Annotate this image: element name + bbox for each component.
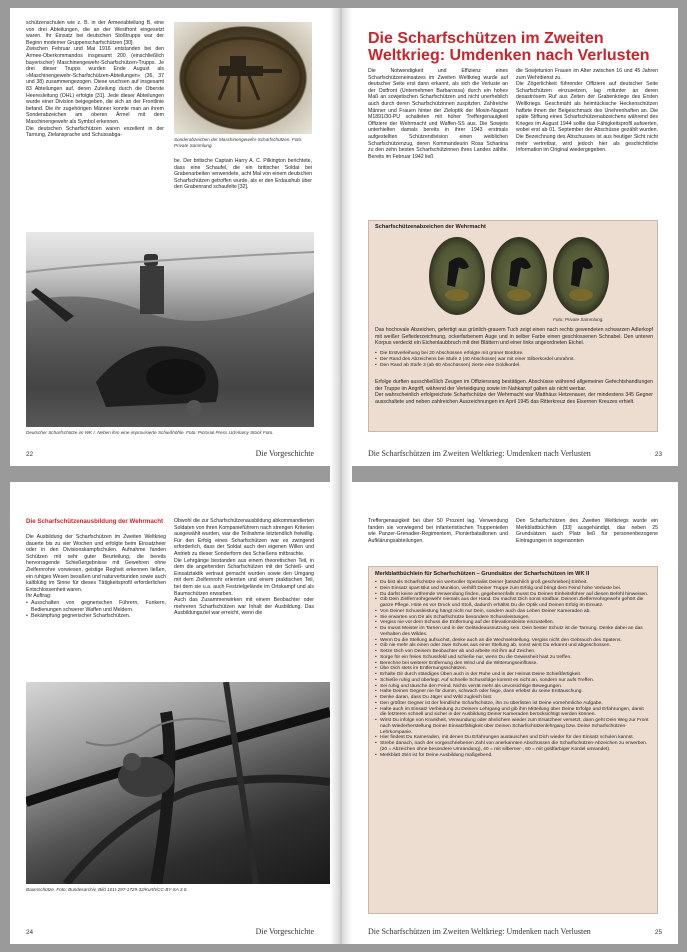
list-item — [26, 600, 166, 613]
page24-text-col1: Die Ausbildung der Scharfschützen im Zweiten Weltkrieg dauerte bis zu vier Wochen und erfolgte beim Einsatzheer oder in den Divisionskampfschulen. Aufnahme fanden Schützen mit sehr guter Beurteilung, die bereits hervorragende Schießergebnisse mit Gewehren ohne Zielfernrohre vorwiesen, geistige Regheit erkennen ließen, ein ruhiges Wesen besaßen und naturverbunden sowie auch kaltblütig im Sinne für dieses Tätigkeitsprofil erforderlichen Entschlossenheit waren. Ihr Auftrag: — [26, 534, 166, 600]
badge-box-outro: Erfolge durften ausschließlich Zeugen im Offiziersrang bestätigen. Abschüsse während allgemeiner Gefechtshandlungen der Truppe im Angriff, während der Verteidigung sowie im Nahkampf galten als nicht werbar. Der wahrscheinlich erfolgreichste Scharfschütze der Wehrmacht war Matthäus Hetzenauer, der mindestens 345 Gegner ausschaltete und neben zahlreichen Auszeichnungen im April 1945 das Ritterkreuz des Eisernen Kreuzes erhielt. — [375, 379, 653, 405]
list-item: • Sie erwarten von Dir als Scharfschütze besondere Schussleistungen. — [375, 615, 651, 621]
page22-text-col1: schützenschulen wie z. B. in der Armeeabteilung B, eine von drei Abteilungen, die an der Westfront eingesetzt waren. Ihr Einsatz bei deutschen Stoßtrupps war der Beginn moderner Gruppenscharfschützen [30]. Zwischen Februar und Mai 1916 entstanden bei den Armee-Oberkommandos insgesamt 200 (einschließlich bayerischer) Maschinengewehr-Scharfschützen-Trupps. Je drei dieser Trupps wurden Ende August als »Maschinengewehr-Scharfschützen-Abteilungen« (36, 37 und 38) zusammengezogen. Diese wuchsen auf insgesamt 83 Abteilungen auf, deren Zuteilung durch die Oberste Heeresleitung (OHL) erfolgte [31]. Jede dieser Abteilungen wurde einer Division beigegeben, die sich an der Frontlinie befand. Die ihr zugehörigen Männer konnte man an ihrem Sonderabzeichen am oberen Ärmel mit dem Maschinengewehr als Symbol erkennen. Die deutschen Scharfschützen waren exzellent in der Tarnung, Zielansprache und Schussabga- — [26, 20, 164, 139]
principles-box-title: Merkblattbüchlein für Scharfschützen – Grundsätze der Scharfschützen im WK II — [375, 571, 590, 577]
list-item: • Berechne bei weiterer Entfernung den Wind und die Witterungseinflüsse. — [375, 661, 651, 667]
page23-folio-number — [655, 451, 662, 458]
list-item-text: Bekämpfung gegnerischer Scharfschützen. — [31, 613, 131, 620]
list-item: • Sorge für ein freies Schussfeld und schieße nur, wenn Du die Gewissheit hast zu treffen. — [375, 655, 651, 661]
ww1-sniper-photo — [26, 232, 314, 427]
page23-headline: Die Scharfschützen im Zweiten Weltkrieg: Umdenken nach Verlusten — [368, 30, 650, 64]
page25-column-1 — [368, 518, 508, 544]
page25-text-col2: Den Scharfschützen des Zweiten Weltkriegs wurde ein Merkblattbüchlein [33] ausgehändigt, das neben 25 Grundsätzen auch Platz ließ für personenbezogene Eintragungen in sogenannten — [516, 518, 658, 544]
page24-text-col2: Obwohl die zur Scharfschützenausbildung abkommandierten Soldaten von ihren Kompanieführern nach strengen Kriterien ausgewählt wurden, war die Teilnahme letztendlich freiwillig. Für den Erfolg eines Scharfschützen war es zwingend erforderlich, dass der Soldat auch den eigenen Willen und Antrieb zu dieser Sonderform des Schießens mitbrachte. Die Lehrgänge bestanden aus einem theoretischen Teil, in dem die angehenden Scharfschützen mit der Schieß- und Einsatztaktik vertraut gemacht wurden sowie den Umgang mit dem Zielfernrohr erlernten und einem praktischen Teil, bei dem sie u.a. auch Festzielgelände im Ortskampf und als Baumschützen erwarben. Auch das Zusammenwirken mit einem Beobachter oder mehreren Scharfschützen war Inhalt der Ausbildung. Das Ausbildungsziel war erreicht, wenn die — [174, 518, 314, 617]
page22-column-1 — [26, 20, 164, 139]
page25-number: 25 — [654, 929, 662, 936]
badge-box-intro: Das hochovale Abzeichen, gefertigt aus grünlich-grauem Tuch zeigt einen nach rechts gewendeten schwarzen Adlerkopf mit weißer Gefiederzeichnung, ockerfarbenem Auge und in selber Farbe einen geschlossenen Schnabel. Den unteren Korpus verdeckt ein Eichenlaubbruch mit drei Blättern und einer links angeordneten Eichel. — [375, 327, 653, 347]
page-23 — [352, 8, 678, 466]
bullet-icon: • — [26, 613, 28, 620]
list-item: • Gib nie mehr als einen oder zwei Schuss aus einer Stellung ab, sonst wirst Du erkannt und abgeschossen. — [375, 643, 651, 649]
page25-running-title — [368, 927, 591, 936]
page25-folio-number — [655, 929, 662, 936]
page24-column-2 — [174, 518, 314, 617]
list-item: • Strebe danach, nach der vorgeschriebenen Zahl von anerkannten Abschüssen die Scharfschützen-Abzeichen zu erwerben. (20 = Abzeichen ohne besondere Umrandung), 40 = mit silberner-, 60 = mit goldfarbiger Kordel umrandet). — [375, 741, 651, 753]
tree-sniper-photo — [26, 682, 330, 884]
list-item: • Wirst Du infolge von Krankheit, Verwundung oder ähnlichem wieder zum Ersatzheer versetzt, dann geht Dein Weg zur Front nach Wiederherstellung Deiner Einsatzfähigkeit über Deinen Scharfschützenlehrgang bzw. Deine Scharfschützen-Lehrkompanie. — [375, 718, 651, 735]
page23-running-title — [368, 449, 591, 458]
sniper-principles-box — [368, 566, 658, 914]
list-item: • Du bist als Scharfschütze ein wertvoller Spezialist Deiner [tatsächlich groß geschrieben] Einheit. — [375, 580, 651, 586]
list-item: • Den Rand ab Stufe 3 (ab 60 Abschüssen) zierte eine Goldkordel. — [375, 363, 653, 369]
badge-box-title: Scharfschützenabzeichen der Wehrmacht — [375, 224, 486, 230]
list-item: • Gib Dein Zielfernrohrgewehr niemals aus der Hand. Du machst Dich sonst strafbar. Deinem Zielfernrohrgewehr gehört die ganze Pflege. Hüte es vor Druck und Stoß, dadurch erhältst Du die Optik und Deinen Erfolg im Einsatz. — [375, 597, 651, 609]
page23-number: 23 — [654, 451, 662, 458]
mg-sniper-patch-photo — [174, 22, 312, 134]
list-item: • Vergiss nie vor dem Schuss die Entfernung auf der Elevationsleiste einzustellen. — [375, 620, 651, 626]
page24-list — [26, 600, 166, 620]
page22-text-col2: be. Der britische Captain Harry A. C. Pilkington berichtete, dass eine Schaufel, die ein britischer Soldat bei Grabenarbeiten verwendete, acht Mal von einem deutschen Scharfschützen getroffen wurde, als er den Erdaushub über den Grabenrand schaufelte [32]. — [174, 158, 312, 191]
list-item: • Denke daran, dass Du Jäger und Wild zugleich bist. — [375, 695, 651, 701]
page24-folio-number — [26, 929, 33, 936]
list-item: • Sei ruhig und täusche den Feind. Nichts verrät mehr als unvorsichtige Bewegungen. — [375, 684, 651, 690]
list-item: • Die Erstverleihung bei 20 Abschüssen erfolgte mit grüner Bordüre. — [375, 351, 653, 357]
page22-number: 22 — [26, 451, 34, 458]
list-item: • Du musst Meister im Tarnen und in der Geländeausnutzung sein. Dein bester Schutz ist die Tarnung. Denke dabei an das Verhalten des Wildes. — [375, 626, 651, 638]
list-item: • Halte auch im Einsatz Verbindung zu Deinem Lehrgang und gib ihm Mitteilung über Deine Erfolge und Erfahrungen, damit die letzteren schnell und sicher in der Ausbildung Deiner Kameraden berücksichtigt werden können. — [375, 707, 651, 719]
page22-folio-number — [26, 451, 33, 458]
page25-running-title-text: Die Scharfschützen im Zweiten Weltkrieg: Umdenken nach Verlusten — [368, 927, 591, 936]
eagle-head-icon — [429, 237, 485, 315]
list-item: • Von Deiner Schussleistung hängt nicht nur Dein, sondern auch das Leben Deiner Kameraden ab. — [375, 609, 651, 615]
badge-green-border-image — [429, 237, 485, 315]
page24-running-title-text: Die Vorgeschichte — [255, 927, 314, 936]
badge-box-list — [375, 351, 653, 368]
page25-column-2 — [516, 518, 658, 544]
list-item: • Der Rand des Abzeichens bei Stufe 2 (40 Abschüsse) war mit einer Silberkordel umrahmt. — [375, 357, 653, 363]
page23-column-1 — [368, 68, 508, 160]
page22-caption-2: Deutscher Scharfschütze im WK I. Neben ihm eine improvisierte Schießhöhle. Foto: Pictorial Press Ltd/Alamy Stock Foto. — [26, 430, 274, 435]
bullet-icon: • — [26, 599, 28, 606]
page23-running-title-text: Die Scharfschützen im Zweiten Weltkrieg: Umdenken nach Verlusten — [368, 449, 591, 458]
page22-running-title — [256, 449, 314, 458]
list-item: • Setze Dich von Deinem Beobachter ab und arbeite mit ihm auf Zeichen. — [375, 649, 651, 655]
machine-gun-patch-icon — [174, 22, 312, 134]
list-item: • Du darfst keine artfremde Verwendung finden, gegebenenfalls musst Du Deinen Einheitsführer auf diesen Befehl hinweisen. — [375, 592, 651, 598]
list-item: • Schieße ruhig und überlegt. Auf schnelle Schussfolge kommt es nicht an, sondern nur aufs Treffen. — [375, 678, 651, 684]
eagle-head-icon — [491, 237, 547, 315]
page23-text-col2: die Sowjetunion Frauen im Alter zwischen 16 und 45 Jahren zum Wehrdienst zu. Die Zögerlichkeit führender Offiziere auf deutscher Seite Scharfschützen einzusetzen, lag mitunter an deren desaströsem Ruf aus Zeiten der Grabenkriege des Ersten Weltkriegs. Geschmäht als heimtückische Heckenschützen haftete ihnen der Beigeschmack des Unehrenhaften an. Die späte Stiftung eines Scharfschützenabzeichens während des Krieges im August 1944 sollte das Fähigkeitsprofil aufwerten, wobei erst ab 01. September der Abschüsse gezählt wurden. Die Bezeichnung des Abschusses ist aus heutiger Sicht nicht mehr vertretbar, wird jedoch hier als geschichtliche Information im Original wiedergegeben. — [516, 68, 658, 154]
list-item — [26, 613, 166, 620]
principles-list — [375, 580, 651, 758]
sniper-badge-info-box — [368, 220, 658, 432]
list-item: • Halte Deinen Gegner nie für dumm, schwach oder feige, dann erlebst du seine Enttäuschung. — [375, 689, 651, 695]
badge-gold-border-image — [553, 237, 609, 315]
page22-caption-1: Sonderabzeichen der Maschinengewehr-Scharfschützen. Foto: Private Sammlung. — [174, 137, 303, 148]
trench-sniper-icon — [26, 232, 314, 427]
page25-text-col1: Treffergenauigkeit bei über 50 Prozent lag. Verwendung fanden sie vorwiegend bei infanteristischen Truppenteilen wie Panzer-Grenadier-Regimentern, Pionierbataillonen und Aufklärungsabteilungen. — [368, 518, 508, 544]
page24-subhead: Die Scharfschützenausbildung der Wehrmacht — [26, 518, 164, 525]
book-gutter — [330, 8, 352, 944]
page23-column-2 — [516, 68, 658, 154]
badge-silver-border-image — [491, 237, 547, 315]
tree-branches-icon — [26, 682, 330, 884]
eagle-head-icon — [553, 237, 609, 315]
page22-running-title-text: Die Vorgeschichte — [255, 449, 314, 458]
list-item: • Wenn Du die Stellung aufsuchst, denke auch an die Wechselstellung. Vergiss nicht den Gebrauch des Spatens. — [375, 638, 651, 644]
page24-column-1 — [26, 534, 166, 620]
list-item: • Den größter Gegner ist der feindliche Scharfschütze, ihn zu überlisten ist Deine vornehmliche Aufgabe. — [375, 701, 651, 707]
list-item: • Erhalte Dir durch ständiges Üben auch in der Ruhe und in der Heimat Deine Schießfertigkeit. — [375, 672, 651, 678]
page-24 — [10, 482, 330, 944]
page24-caption: Baumschütze. Foto: Bundesarchiv, Bild 101I-297-1729-32/Kurth/CC-BY-SA 3.0. — [26, 887, 188, 892]
list-item: • Übe Dich stets im Entfernungsschätzen. — [375, 666, 651, 672]
badge-box-caption: Foto: Private Sammlung. — [553, 317, 604, 322]
page22-column-2 — [174, 158, 312, 191]
list-item: • Hier findest Du Kameraden, mit denen Du Erfahrungen austauschen und Dich wieder für den Einsatz schulen kannst. — [375, 735, 651, 741]
list-item-text: Ausschalten von gegnerischen Führern, Funkern, Bedienungen schwerer Waffen und Meldern. — [31, 599, 166, 613]
list-item: • Dein Einsatz spart Blut und Munition, verhilft Deiner Truppe zum Erfolg und bringt dem Feind hohe Verluste bei. — [375, 586, 651, 592]
page24-number: 24 — [26, 929, 34, 936]
list-item: • Merkblatt 25/4 ist für Deine Ausbildung maßgebend. — [375, 753, 651, 759]
page-22 — [10, 8, 330, 466]
page24-running-title — [256, 927, 314, 936]
page-25 — [352, 482, 678, 944]
page23-text-col1: Die Notwendigkeit und Effizienz eines Scharfschützeneinsatzes im Zweiten Weltkrieg wurde auf deutscher Seite erst dann erkannt, als sich die Verluste an der Ostfront (Unternehmen Barbarossa) durch ein hohes Maß an sowjetischen Scharfschützen und nicht unerheblich auch durch deren Scharfschützinnen zuspitzten. Zahlreiche Männer und Frauen hinter der Zieloptik der Mosin-Nagant M1891/30-PU schalteten mit hoher Treffergenauigkeit Offiziere der Wehrmacht und Waffen-SS aus. Die Sowjets unterhielten damals bereits in ihrer 1943 erstmals aufgestellten Schützendivision einen weiblichen Scharfschützenzug, deren Kommandeurin Rosa Schanina zu den zehn besten Scharfschützinnen ihres Landes zählte. Bereits im Februar 1942 ließ — [368, 68, 508, 160]
